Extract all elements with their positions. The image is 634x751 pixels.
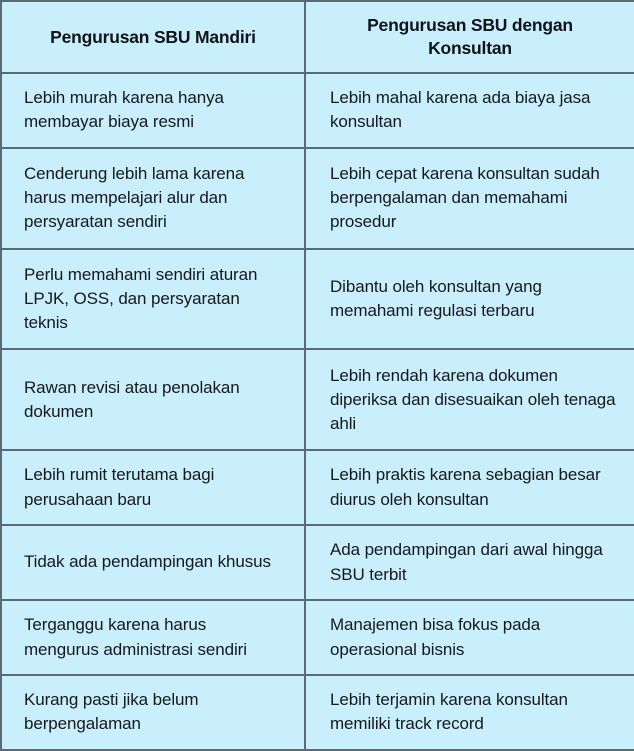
column-header-mandiri: Pengurusan SBU Mandiri (1, 1, 305, 73)
cell-text: Lebih rumit terutama bagi perusahaan baru (24, 465, 215, 509)
cell-text: Lebih murah karena hanya membayar biaya resmi (24, 88, 224, 132)
table-cell-mandiri (1, 525, 305, 600)
cell-text: Lebih cepat karena konsultan sudah berpengalaman dan memahami prosedur (330, 164, 600, 232)
table-cell-mandiri (1, 600, 305, 675)
table-row (1, 450, 634, 525)
table-cell-mandiri (1, 73, 305, 148)
table-cell-mandiri (1, 249, 305, 350)
table-body (1, 73, 634, 750)
table-header (1, 1, 634, 73)
table-row (1, 600, 634, 675)
cell-text: Lebih terjamin karena konsultan memiliki track record (330, 690, 568, 734)
table-header-row (1, 1, 634, 73)
cell-text: Perlu memahami sendiri aturan LPJK, OSS, dan persyaratan teknis (24, 264, 258, 333)
table-cell-mandiri (1, 450, 305, 525)
table-cell-mandiri (1, 349, 305, 450)
table-row (1, 73, 634, 148)
cell-text: Lebih mahal karena ada biaya jasa konsultan (330, 88, 591, 132)
table-row (1, 349, 634, 450)
table-cell-konsultan (305, 73, 634, 148)
cell-text: Rawan revisi atau penolakan dokumen (24, 377, 240, 421)
table-row (1, 525, 634, 600)
table-row (1, 675, 634, 750)
table-cell-mandiri (1, 148, 305, 249)
table-cell-konsultan (305, 525, 634, 600)
table-cell-konsultan (305, 349, 634, 450)
table-cell-konsultan (305, 450, 634, 525)
table-cell-konsultan (305, 249, 634, 350)
cell-text: Kurang pasti jika belum berpengalaman (24, 690, 199, 734)
cell-text: Tidak ada pendampingan khusus (24, 552, 271, 572)
cell-text: Ada pendampingan dari awal hingga SBU terbit (330, 540, 603, 584)
table-cell-konsultan (305, 675, 634, 750)
table-row (1, 148, 634, 249)
column-header-konsultan: Pengurusan SBU dengan Konsultan (305, 1, 634, 73)
table-row (1, 249, 634, 350)
cell-text: Lebih rendah karena dokumen diperiksa dan disesuaikan oleh tenaga ahli (330, 365, 616, 433)
cell-text: Lebih praktis karena sebagian besar diurus oleh konsultan (330, 465, 601, 509)
table-cell-mandiri (1, 675, 305, 750)
cell-text: Terganggu karena harus mengurus administrasi sendiri (24, 615, 247, 659)
table-cell-konsultan (305, 600, 634, 675)
table-cell-konsultan (305, 148, 634, 249)
cell-text: Dibantu oleh konsultan yang memahami regulasi terbaru (330, 276, 542, 321)
cell-text: Cenderung lebih lama karena harus mempelajari alur dan persyaratan sendiri (24, 164, 245, 232)
cell-text: Manajemen bisa fokus pada operasional bisnis (330, 615, 541, 659)
